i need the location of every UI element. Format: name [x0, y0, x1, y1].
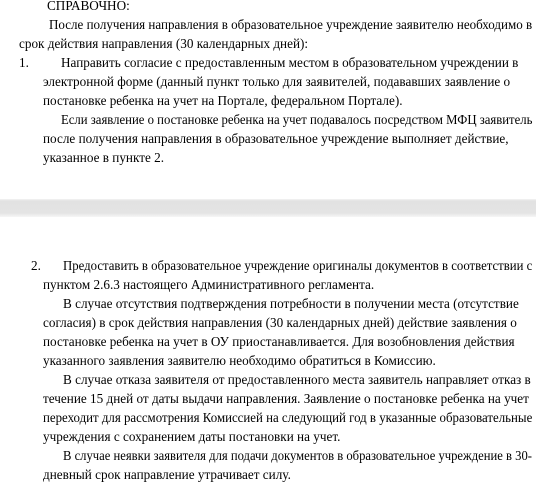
- mfc-line-1: Если заявление о постановке ребенка на учет подавалось посредством МФЦ заявитель: [61, 112, 533, 127]
- no-confirmation-line-4: указанного заявления заявителю необходимо обратиться в Комиссию.: [43, 353, 436, 368]
- item-2-number: 2.: [31, 258, 41, 273]
- no-show-line-2: дневный срок направление утрачивает силу.: [43, 467, 291, 482]
- page-divider: [0, 199, 536, 217]
- item-2-line-2: пунктом 2.6.3 настоящего Административного регламента.: [43, 277, 375, 292]
- item-1-line-2: электронной форме (данный пункт только для заявителей, подававших заявление о: [43, 74, 511, 89]
- refusal-line-2: течение 15 дней от даты выдачи направления. Заявление о постановке ребенка на учет: [43, 391, 529, 406]
- item-1-line-1: Направить согласие с предоставленным местом в образовательном учреждении в: [61, 55, 519, 70]
- heading-note: СПРАВОЧНО:: [47, 0, 130, 13]
- item-1-line-3: постановке ребенка на учет на Портале, федеральном Портале).: [43, 93, 403, 108]
- mfc-line-3: указанное в пункте 2.: [43, 150, 165, 165]
- mfc-line-2: после получения направления в образовательное учреждение выполняет действие,: [43, 131, 509, 146]
- refusal-line-3: переходит для рассмотрения Комиссией на следующий год в указанные образовательные: [43, 410, 533, 425]
- no-show-line-1: В случае неявки заявителя для подачи документов в образовательное учреждение в 30-: [63, 448, 532, 463]
- intro-line-2: срок действия направления (30 календарных дней):: [19, 36, 309, 51]
- refusal-line-4: учреждения с сохранением даты постановки на учет.: [43, 429, 341, 444]
- no-confirmation-line-2: согласия) в срок действия направления (30 календарных дней) действие заявления о: [43, 315, 517, 330]
- no-confirmation-line-1: В случае отсутствия подтверждения потребности в получении места (отсутствие: [63, 296, 519, 311]
- refusal-line-1: В случае отказа заявителя от предоставленного места заявитель направляет отказ в: [63, 372, 531, 387]
- item-2-line-1: Предоставить в образовательное учреждение оригиналы документов в соответствии с: [63, 258, 533, 273]
- intro-line-1: После получения направления в образовательное учреждение заявителю необходимо в: [49, 17, 533, 32]
- item-1-number: 1.: [19, 55, 29, 70]
- no-confirmation-line-3: постановке ребенка на учет в ОУ приостанавливается. Для возобновления действия: [43, 334, 515, 349]
